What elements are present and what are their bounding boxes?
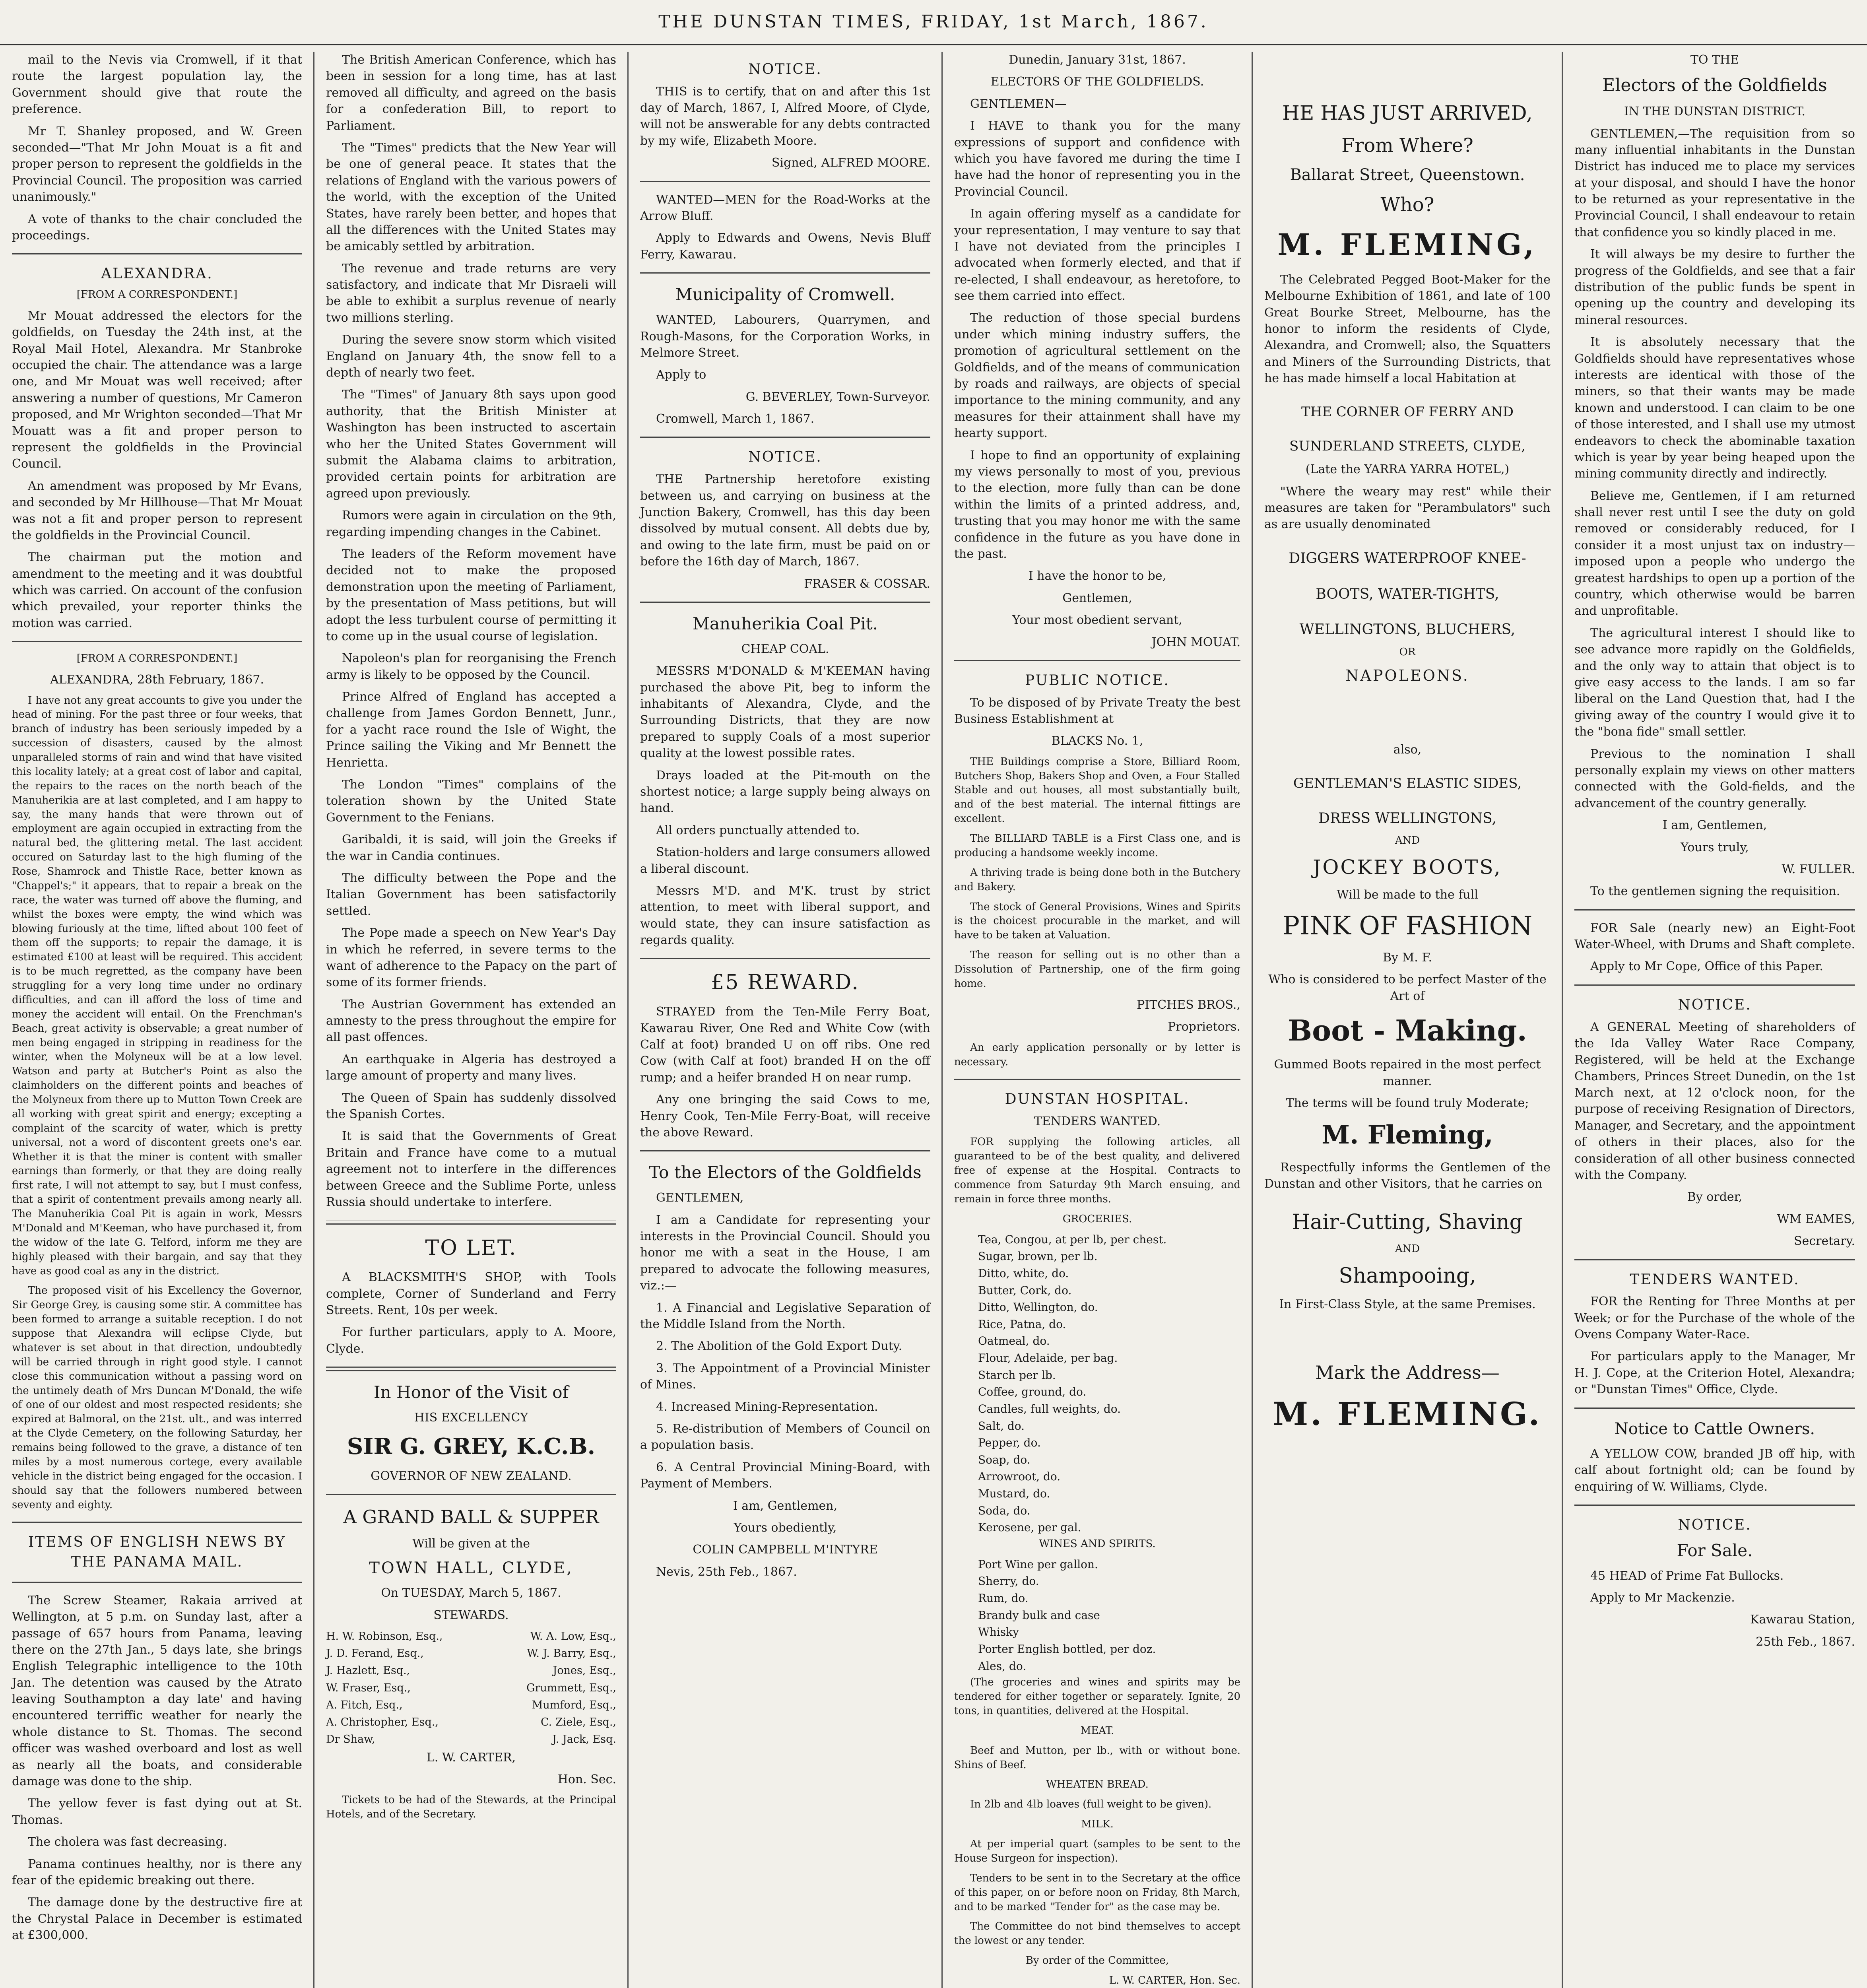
signature: L. W. CARTER, Hon. Sec. [1109, 1974, 1240, 1987]
ad-line: WELLINGTONS, BLUCHERS, [1299, 621, 1516, 638]
ad-line: Who is considered to be perfect Master of the Art of [1268, 973, 1547, 1003]
ad-heading: NOTICE. [748, 61, 822, 78]
closing: I have the honor to be, [1028, 569, 1166, 583]
ad-heading: DUNSTAN HOSPITAL. [1005, 1091, 1190, 1108]
closing: Gentlemen, [1062, 591, 1132, 605]
paragraph: Mr Mouat addressed the electors for the goldfields, on Tuesday the 24th inst, at the Royal Mail Hotel, Alexandra. Mr Stanbroke occupied the chair. The attendance was a large one, and Mr Mouat was well received; after answering a number of questions, Mr Cameron proposed, and Mr Wrighton seconded—That Mr Mouatt was a fit and proper person to represent the goldfields in the Provincial Council. [12, 309, 302, 471]
paragraph: To the gentlemen signing the requisition. [1590, 884, 1840, 899]
paragraph: The difficulty between the Pope and the Italian Government has been satisfactorily settled. [326, 871, 616, 918]
divider [12, 1582, 302, 1583]
list-item: Brandy bulk and case [978, 1608, 1100, 1622]
list-item: Rice, Patna, do. [978, 1317, 1066, 1331]
signature: PITCHES BROS., [1137, 998, 1240, 1012]
list-heading: WHEATEN BREAD. [1046, 1778, 1149, 1791]
section-heading: ALEXANDRA. [101, 266, 213, 282]
ad-line: M. FLEMING. [1273, 1395, 1542, 1433]
paragraph: The "Times" predicts that the New Year will be one of general peace. It states that the relations of England with the various powers of the world, with the exception of the United States, have rarely been better, and hopes that all the differences with the United States may be amicably settled by arbitration. [326, 140, 616, 254]
list-item: Pepper, do. [978, 1436, 1041, 1450]
paragraph: In 2lb and 4lb loaves (full weight to be given). [970, 1798, 1212, 1811]
ad-line: SIR G. GREY, K.C.B. [347, 1433, 596, 1460]
ad-line: By M. F. [1383, 950, 1432, 965]
paragraph: All orders punctually attended to. [656, 823, 860, 837]
list-item: 3. The Appointment of a Provincial Minister of Mines. [640, 1361, 930, 1392]
divider [1574, 1505, 1855, 1506]
list-item: Rum, do. [978, 1592, 1029, 1605]
list-item: Ales, do. [978, 1659, 1027, 1673]
column-4 [942, 52, 1252, 1988]
ad-heading: Notice to Cattle Owners. [1614, 1419, 1815, 1438]
ad-line: Gummed Boots repaired in the most perfect manner. [1274, 1058, 1541, 1088]
ad-line: NAPOLEONS. [1345, 666, 1469, 684]
paragraph: Apply to Edwards and Owens, Nevis Bluff Ferry, Kawarau. [640, 231, 930, 262]
list-item: Ditto, Wellington, do. [978, 1301, 1098, 1314]
dateline: Dunedin, January 31st, 1867. [1009, 53, 1186, 67]
list-item: 5. Re-distribution of Members of Council on a population basis. [640, 1422, 930, 1452]
paragraph: The Committee do not bind themselves to accept the lowest or any tender. [954, 1920, 1240, 1947]
ad-line: IN THE DUNSTAN DISTRICT. [1624, 105, 1806, 119]
ad-line: In Honor of the Visit of [373, 1382, 569, 1402]
dateline: Kawarau Station, [1750, 1613, 1855, 1627]
paragraph: (The groceries and wines and spirits may be tendered for either together or separately. Ignite, 20 tons, in quantities, delivered at the Hospital. [954, 1676, 1240, 1717]
paragraph: Garibaldi, it is said, will join the Greeks if the war in Candia continues. [326, 833, 616, 863]
paragraph: Believe me, Gentlemen, if I am returned shall never rest until I see the duty on gold removed or considerably reduced, for I consider it a most unjust tax on industry—imposed upon a people who undergo the greatest hardships to open up a portion of the country, which otherwise would be barren and unprofitable. [1574, 489, 1855, 618]
paragraph: The reduction of those special burdens under which mining industry suffers, the promotion of agricultural settlement on the Goldfields, and of the means of communication by roads and railways, are objects of special importance to the mining community, and any measures for their attainment shall have my hearty support. [954, 311, 1240, 441]
paragraph: GENTLEMEN,—The requisition from so many influential inhabitants in the Dunstan District has induced me to place my services at your disposal, and should I have the honor to be returned as your representative in the Provincial Council, I shall endeavour to retain that confidence you so kindly placed in me. [1574, 126, 1855, 239]
ad-line: Will be given at the [412, 1536, 530, 1551]
closing: Your most obedient servant, [1012, 613, 1182, 627]
paragraph: For particulars apply to the Manager, Mr H. J. Cope, at the Criterion Hotel, Alexandra; or "Dunstan Times" Office, Clyde. [1574, 1349, 1855, 1397]
divider [640, 181, 930, 182]
signature: JOHN MOUAT. [1151, 635, 1240, 649]
ad-line: SUNDERLAND STREETS, CLYDE, [1289, 438, 1525, 454]
divider [640, 958, 930, 959]
divider [640, 437, 930, 438]
ad-line: BOOTS, WATER-TIGHTS, [1316, 586, 1499, 602]
list-item: Porter English bottled, per doz. [978, 1642, 1156, 1656]
list-item: 1. A Financial and Legislative Separation of the Middle Island from the North. [640, 1301, 930, 1332]
steward-row: J. Hazlett, Esq., Jones, Esq., [326, 1664, 616, 1677]
groceries-list [954, 1232, 1240, 1536]
ad-line: DRESS WELLINGTONS, [1318, 810, 1496, 827]
list-heading: MEAT. [1080, 1724, 1114, 1737]
ad-line: Hair-Cutting, Shaving [1292, 1210, 1523, 1234]
list-item: Salt, do. [978, 1419, 1025, 1433]
ad-line: DIGGERS WATERPROOF KNEE- [1289, 550, 1526, 567]
steward-row: J. D. Ferand, Esq., W. J. Barry, Esq., [326, 1647, 616, 1660]
paragraph: The Austrian Government has extended an amnesty to the press throughout the empire for all past offences. [326, 997, 616, 1044]
ad-line: AND [1395, 835, 1420, 847]
column-2 [314, 52, 628, 1988]
paragraph: During the severe snow storm which visited England on January 4th, the snow fell to a depth of nearly two feet. [326, 333, 616, 380]
list-item: Sugar, brown, per lb. [978, 1250, 1098, 1263]
steward-row: A. Christopher, Esq., C. Ziele, Esq., [326, 1716, 616, 1729]
list-item: Butter, Cork, do. [978, 1283, 1072, 1297]
ad-subheading: CHEAP COAL. [741, 642, 829, 656]
paragraph: THE Buildings comprise a Store, Billiard Room, Butchers Shop, Bakers Shop and Oven, a Four Stalled Stable and out houses, all most substantially built, and of the best material. The internal fittings are excellent. [954, 755, 1240, 825]
ad-heading: TENDERS WANTED. [1630, 1271, 1800, 1288]
steward-row: Dr Shaw, J. Jack, Esq. [326, 1733, 616, 1746]
ad-heading: NOTICE. [748, 449, 822, 466]
paragraph: An earthquake in Algeria has destroyed a large amount of property and many lives. [326, 1052, 616, 1083]
paragraph: The British American Conference, which has been in session for a long time, has at last removed all difficulty, and agreed on the basis for a confederation Bill, to report to Parliament. [326, 53, 616, 133]
ad-line: The terms will be found truly Moderate; [1286, 1096, 1529, 1110]
list-heading: MILK. [1081, 1818, 1114, 1831]
list-item: Port Wine per gallon. [978, 1557, 1098, 1571]
paragraph: It will always be my desire to further the progress of the Goldfields, and see that a fair distribution of the public funds be spent in opening up the country and developing its mineral resources. [1574, 247, 1855, 327]
ad-line: PINK OF FASHION [1282, 911, 1533, 941]
ad-heading: £5 REWARD. [711, 971, 860, 995]
ad-line: From Where? [1341, 134, 1473, 157]
paragraph: An early application personally or by letter is necessary. [954, 1041, 1240, 1068]
paragraph: The stock of General Provisions, Wines and Spirits is the choicest procurable in the market, and will have to be taken at Valuation. [954, 901, 1240, 942]
paragraph: Apply to Mr Mackenzie. [1590, 1591, 1735, 1605]
divider [640, 602, 930, 603]
paragraph: A vote of thanks to the chair concluded the proceedings. [12, 212, 302, 243]
divider [12, 1522, 302, 1523]
ad-line: GOVERNOR OF NEW ZEALAND. [371, 1469, 572, 1483]
column-3 [628, 52, 942, 1988]
paragraph: I am a Candidate for representing your interests in the Provincial Council. Should you honor me with a seat in the House, I am prepared to advocate the following measures, viz.:— [640, 1213, 930, 1293]
closing: I am, Gentlemen, [1662, 818, 1767, 833]
paragraph: A YELLOW COW, branded JB off hip, with calf about fortnight old; can be found by enquiring of W. Williams, Clyde. [1574, 1446, 1855, 1494]
paragraph: Station-holders and large consumers allowed a liberal discount. [640, 845, 930, 876]
paragraph: The BILLIARD TABLE is a First Class one, and is producing a handsome weekly income. [954, 833, 1240, 859]
column-6 [1562, 52, 1867, 1988]
ad-heading: PUBLIC NOTICE. [1025, 672, 1170, 689]
paragraph: Cromwell, March 1, 1867. [656, 412, 815, 426]
ad-line: TOWN HALL, CLYDE, [369, 1559, 573, 1577]
paragraph: The proposed visit of his Excellency the Governor, Sir George Grey, is causing some stir. A committee has been formed to arrange a suitable reception. I do not suppose that Alexandra will eclipse Clyde, but whatever is set about in that direction, undoubtedly will be carried through in right good style. I cannot close this communication without a passing word on the untimely death of Mrs Duncan M'Donald, the wife of one of our oldest and most respected residents; she expired at Balmoral, on the 21st. ult., and was interred at the Clyde Cemetery, on the following Saturday, her remains being followed to the grave, a distance of ten miles by a most numerous cortege, every available vehicle in the district being engaged for the occasion. I should say that the followers numbered between seventy and eighty. [12, 1285, 302, 1511]
paragraph: I have not any great accounts to give you under the head of mining. For the past three or four weeks, that branch of industry has been seriously impeded by a succession of disasters, caused by the almost unparalleled storms of rain and wind that have visited this locality lately; at a great cost of labor and capital, the repairs to the races on the north beach of the Manuherikia are at last completed, and I am happy to say, the many hands that were thrown out of employment are again occupied in extracting from the natural bed, the glittering metal. The last accident occured on Saturday last to the high fluming of the Rose, Shamrock and Thistle Race, better known as "Chappel's;" it appears, that to repair a break on the race, the water was turned off above the fluming, and whilst the boxes were empty, the wind which was blowing furiously at the time, lifted about 100 feet of them off the supports; to repair the damage, it is estimated £100 at least will be required. This accident is to be much regretted, as the company have been struggling for a very long time under no ordinary difficulties, and can ill afford the loss of time and money the accident will entail. On the Frenchman's Beach, great activity is observable; a great number of men being engaged in stripping in readiness for the winter, when the Molyneux will be at a low level. Watson and party at Butcher's Point as also the claimholders on the different points and beaches of the Molyneux from there up to Mutton Town Creek are all working with great spirit and energy; excepting a complaint of the scarcity of water, which is pretty universal, not a word of discontent greets one's ear. Whether it is that the miner is content with smaller earnings than formerly, or that they are doing really first rate, I will not attempt to say, but I must confess, that a spirit of contentment prevails among nearly all. The Manuherikia Coal Pit is again in work, Messrs M'Donald and M'Keeman, who have purchased it, from the widow of the late G. Telford, inform me they are highly pleased with their bargain, and say that they have as good coal as any in the district. [12, 694, 302, 1277]
divider [1574, 1259, 1855, 1260]
paragraph: The Queen of Spain has suddenly dissolved the Spanish Cortes. [326, 1091, 616, 1122]
divider [1574, 984, 1855, 986]
closing: By order of the Committee, [1025, 1955, 1169, 1967]
closing: Yours truly, [1681, 840, 1749, 854]
paragraph: To be disposed of by Private Treaty the best Business Establishment at [954, 695, 1240, 726]
list-item: Candles, full weights, do. [978, 1402, 1121, 1415]
divider [326, 1494, 616, 1495]
ad-line: A GRAND BALL & SUPPER [343, 1506, 599, 1528]
divider [640, 1150, 930, 1151]
paragraph: Any one bringing the said Cows to me, Henry Cook, Ten-Mile Ferry-Boat, will receive the above Reward. [640, 1093, 930, 1140]
ad-heading: NOTICE. [1678, 1516, 1752, 1533]
paragraph: Rumors were again in circulation on the 9th, regarding impending changes in the Cabinet. [326, 509, 616, 539]
paragraph: The damage done by the destructive fire at the Chrystal Palace in December is estimated at £300,000. [12, 1895, 302, 1943]
list-heading: WINES AND SPIRITS. [1039, 1538, 1156, 1550]
paragraph: The yellow fever is fast dying out at St. Thomas. [12, 1796, 302, 1827]
signature-title: Proprietors. [1168, 1020, 1240, 1034]
list-item: Soda, do. [978, 1504, 1031, 1517]
paragraph: In again offering myself as a candidate for your representation, I may venture to say that I have not deviated from the principles I advocated when formerly elected, and that if re-elected, I shall endeavour, as heretofore, to see them carried into effect. [954, 207, 1240, 303]
ad-line: Ballarat Street, Queenstown. [1290, 166, 1525, 184]
signature: FRASER & COSSAR. [804, 577, 930, 591]
paragraph: The chairman put the motion and amendment to the meeting and it was doubtful which was carried. On account of the confusion which prevailed, your reporter thinks the motion was carried. [12, 550, 302, 630]
list-item: 4. Increased Mining-Representation. [656, 1400, 878, 1414]
salutation: GENTLEMEN— [970, 97, 1067, 111]
ad-heading: Municipality of Cromwell. [675, 285, 895, 305]
signature: Signed, ALFRED MOORE. [771, 156, 930, 170]
list-item: Oatmeal, do. [978, 1334, 1050, 1348]
paragraph: The Celebrated Pegged Boot-Maker for the Melbourne Exhibition of 1861, and late of 100 Great Bourke Street, Melbourne, has the honor to inform the residents of Clyde, Alexandra, and Cromwell; also, the Squatters and Miners of the Surrounding Districts, that he has made himself a local Habitation at [1264, 272, 1551, 386]
paragraph: It is absolutely necessary that the Goldfields should have representatives whose interests are identical with those of the miners, so that their wants may be made known and understood. I can claim to be one of those interested, and I shall use my utmost endeavors to check the abominable taxation which is year by year being heaped upon the mining community directly and indirectly. [1574, 335, 1855, 481]
paragraph: The Pope made a speech on New Year's Day in which he referred, in severe terms to the want of adherence to the Papacy on the part of some of its former friends. [326, 926, 616, 990]
ad-line: OR [1399, 646, 1416, 658]
paragraph: Apply to [656, 368, 706, 382]
divider [326, 1220, 616, 1225]
ad-line: GENTLEMAN'S ELASTIC SIDES, [1293, 775, 1522, 791]
signature-title: Hon. Sec. [557, 1773, 616, 1787]
divider [954, 660, 1240, 661]
paragraph: A GENERAL Meeting of shareholders of the Ida Valley Water Race Company, Registered, will be held at the Exchange Chambers, Princes Street Dunedin, on the 1st March next, at 12 o'clock noon, for the purpose of receiving Resignation of Directors, Manager, and Secretary, and the appointment of others in their places, also for the consideration of all other business connected with the Company. [1574, 1020, 1855, 1182]
byline: [FROM A CORRESPONDENT.] [76, 652, 238, 665]
list-item: Coffee, ground, do. [978, 1385, 1087, 1399]
paragraph: An amendment was proposed by Mr Evans, and seconded by Mr Hillhouse—That Mr Mouat was not a fit and proper person to represent the goldfields in the Provincial Council. [12, 479, 302, 542]
signature: G. BEVERLEY, Town-Surveyor. [745, 390, 930, 404]
paragraph: I HAVE to thank you for the many expressions of support and confidence with which you have favored me during the time I have had the honor of representing you in the Provincial Council. [954, 119, 1240, 199]
divider [1574, 909, 1855, 911]
ad-line: Mark the Address— [1315, 1362, 1500, 1384]
divider [640, 272, 930, 274]
ad-heading: Electors of the Goldfields [1602, 75, 1827, 96]
ad-line: Will be made to the full [1337, 888, 1478, 902]
ad-line: Who? [1380, 194, 1434, 216]
divider [12, 253, 302, 254]
ad-heading: To the Electors of the Goldfields [649, 1163, 922, 1182]
list-item: Ditto, white, do. [978, 1266, 1069, 1280]
divider [1574, 1408, 1855, 1409]
ad-line: On TUESDAY, March 5, 1867. [381, 1586, 561, 1600]
paragraph: FOR supplying the following articles, all guaranteed to be of the best quality, and delivered free of expense at the Hospital. Contracts to commence from Saturday 9th March ensuing, and remain in force three months. [954, 1136, 1240, 1205]
paragraph: Tenders to be sent in to the Secretary at the office of this paper, on or before noon on Friday, 8th March, and to be marked "Tender for" as the case may be. [954, 1872, 1240, 1913]
paragraph: THE Partnership heretofore existing between us, and carrying on business at the Junction Bakery, Cromwell, has this day been dissolved by mutual consent. All debts due by, and owing to the late firm, must be paid on or before the 16th day of March, 1867. [640, 472, 930, 569]
paragraph: Previous to the nomination I shall personally explain my views on other matters connected with the Gold-fields, and the advancement of the country generally. [1574, 747, 1855, 810]
signature: COLIN CAMPBELL M'INTYRE [693, 1543, 878, 1557]
list-item: 2. The Abolition of the Gold Export Duty. [656, 1339, 902, 1353]
ad-line: Shampooing, [1339, 1264, 1476, 1288]
paragraph: The leaders of the Reform movement have decided not to make the proposed demonstration upon the meeting of Parliament, by the presentation of Mass petitions, but will adopt the less turbulent course of permitting it to come up in the usual course of legislation. [326, 547, 616, 643]
paragraph: A thriving trade is being done both in the Butchery and Bakery. [954, 866, 1240, 893]
ad-heading: ELECTORS OF THE GOLDFIELDS. [990, 75, 1204, 89]
paragraph: WANTED—MEN for the Road-Works at the Arrow Bluff. [640, 192, 930, 223]
divider [954, 1079, 1240, 1080]
paragraph: "Where the weary may rest" while their measures are taken for "Perambulators" such as are usually denominated [1264, 484, 1551, 532]
signature-title: Secretary. [1794, 1234, 1855, 1248]
paragraph: I hope to find an opportunity of explaining my views personally to most of you, previous to the election, more fully than can be done within the limits of a printed address, and, trusting that you may honor me with the same confidence in the future as you have done in the past. [954, 448, 1240, 561]
section-heading: ITEMS OF ENGLISH NEWS BY THE PANAMA MAIL. [28, 1534, 286, 1571]
ad-line: TO THE [1690, 53, 1739, 67]
list-item: Whisky [978, 1625, 1019, 1639]
ad-line: M. Fleming, [1322, 1120, 1493, 1150]
ad-line: JOCKEY BOOTS, [1313, 856, 1502, 879]
paragraph: For further particulars, apply to A. Moore, Clyde. [326, 1325, 616, 1356]
paragraph: THIS is to certify, that on and after this 1st day of March, 1867, I, Alfred Moore, of Clyde, will not be answerable for any debts contracted by my wife, Elizabeth Moore. [640, 84, 930, 148]
paragraph: Respectfully informs the Gentlemen of the Dunstan and other Visitors, that he carries on [1264, 1160, 1551, 1191]
list-item: Mustard, do. [978, 1487, 1050, 1501]
steward-row: H. W. Robinson, Esq., W. A. Low, Esq., [326, 1630, 616, 1642]
list-heading: GROCERIES. [1062, 1213, 1132, 1225]
ad-heading: TO LET. [425, 1236, 517, 1260]
closing: By order, [1687, 1190, 1743, 1204]
paragraph: mail to the Nevis via Cromwell, if it that route the largest population lay, the Government should give that route the preference. [12, 53, 302, 116]
paragraph: Messrs M'D. and M'K. trust by strict attention, to meet with liberal support, and would state, they can insure satisfaction as regards quality. [640, 883, 930, 947]
salutation: GENTLEMEN, [656, 1191, 744, 1205]
list-item: Tea, Congou, at per lb, per chest. [978, 1233, 1167, 1246]
masthead: THE DUNSTAN TIMES, FRIDAY, 1st March, 1867. [0, 0, 1867, 45]
paragraph: 45 HEAD of Prime Fat Bullocks. [1590, 1569, 1784, 1583]
list-item: Flour, Adelaide, per bag. [978, 1351, 1118, 1365]
list-item: Kerosene, per gal. [978, 1521, 1081, 1534]
signature: L. W. CARTER, [426, 1750, 516, 1765]
stewards-list [326, 1629, 616, 1747]
steward-row: W. Fraser, Esq., Grummett, Esq., [326, 1681, 616, 1694]
paragraph: Tickets to be had of the Stewards, at the Principal Hotels, and of the Secretary. [326, 1794, 616, 1821]
column-1 [0, 52, 314, 1988]
paragraph: The reason for selling out is no other than a Dissolution of Partnership, one of the firm going home. [954, 949, 1240, 990]
signature: WM EAMES, [1777, 1212, 1855, 1226]
paragraph: The agricultural interest I should like to see advance more rapidly on the Goldfields, and the only way to attain that object is to give easy access to the lands. I am so far liberal on the Land Question that, had I the giving away of the country I would give it to the "bona fide" small settler. [1574, 626, 1855, 739]
paragraph: It is said that the Governments of Great Britain and France have come to a mutual agreement not to interfere in the differences between Greece and the Sublime Porte, unless Russia should undertake to interfere. [326, 1129, 616, 1209]
divider [12, 641, 302, 642]
paragraph: At per imperial quart (samples to be sent to the House Surgeon for inspection). [954, 1838, 1240, 1864]
paragraph: Napoleon's plan for reorganising the French army is likely to be opposed by the Council. [326, 651, 616, 682]
paragraph: Beef and Mutton, per lb., with or without bone. Shins of Beef. [954, 1744, 1240, 1771]
paragraph: MESSRS M'DONALD & M'KEEMAN having purchased the above Pit, beg to inform the inhabitants of Alexandra, Clyde, and the Surrounding Districts, that they are now prepared to supply Coals of a most superior quality at the lowest possible rates. [640, 664, 930, 761]
ad-line: HIS EXCELLENCY [414, 1411, 528, 1425]
ad-heading: Manuherikia Coal Pit. [693, 613, 878, 633]
ad-heading: For Sale. [1677, 1540, 1753, 1560]
paragraph: The London "Times" complains of the toleration shown by the United State Government to the Fenians. [326, 778, 616, 825]
ad-line: AND [1395, 1243, 1420, 1255]
paragraph: A BLACKSMITH'S SHOP, with Tools complete, Corner of Sunderland and Ferry Streets. Rent, 10s per week. [326, 1270, 616, 1317]
ad-heading: NOTICE. [1678, 996, 1752, 1013]
column-5 [1252, 52, 1562, 1988]
paragraph: Panama continues healthy, nor is there any fear of the epidemic breaking out there. [12, 1857, 302, 1887]
list-item: Sherry, do. [978, 1574, 1039, 1588]
closing: Yours obediently, [734, 1520, 837, 1535]
ad-line: also, [1393, 743, 1422, 757]
ad-line: M. FLEMING, [1277, 227, 1537, 262]
ad-line: Boot - Making. [1288, 1013, 1527, 1047]
wines-list [954, 1557, 1240, 1674]
paragraph: Mr T. Shanley proposed, and W. Green seconded—"That Mr John Mouat is a fit and proper person to represent the goldfields in the Provincial Council. The proposition was carried unanimously." [12, 124, 302, 204]
ad-subheading: BLACKS No. 1, [1051, 734, 1143, 748]
paragraph: STRAYED from the Ten-Mile Ferry Boat, Kawarau River, One Red and White Cow (with Calf at foot) branded U on off ribs. One red Cow (with Calf at foot) branded H on the off rump; and a heifer branded H on near rump. [640, 1005, 930, 1085]
dateline: 25th Feb., 1867. [1756, 1635, 1855, 1649]
ad-line: In First-Class Style, at the same Premises. [1279, 1297, 1536, 1311]
closing: I am, Gentlemen, [733, 1499, 838, 1513]
divider [326, 1367, 616, 1371]
list-item: 6. A Central Provincial Mining-Board, with Payment of Members. [640, 1460, 930, 1491]
signature: W. FULLER. [1782, 862, 1855, 876]
list-item: Starch per lb. [978, 1368, 1056, 1382]
paragraph: Apply to Mr Cope, Office of this Paper. [1590, 959, 1823, 974]
paragraph: FOR Sale (nearly new) an Eight-Foot Water-Wheel, with Drums and Shaft complete. [1574, 921, 1855, 952]
dateline: ALEXANDRA, 28th February, 1867. [50, 673, 264, 687]
paragraph: Drays loaded at the Pit-mouth on the shortest notice; a large supply being always on hand. [640, 768, 930, 815]
paragraph: The revenue and trade returns are very satisfactory, and indicate that Mr Disraeli will be able to exhibit a surplus revenue of nearly two millions sterling. [326, 261, 616, 325]
dateline: Nevis, 25th Feb., 1867. [656, 1565, 797, 1579]
paragraph: The "Times" of January 8th says upon good authority, that the British Minister at Washington has been instructed to ascertain who her the United States Government will submit the Alabama claims to arbitration, provided certain points for arbitration are agreed upon previously. [326, 388, 616, 501]
paragraph: The cholera was fast decreasing. [28, 1835, 227, 1849]
list-item: Arrowroot, do. [978, 1470, 1061, 1483]
steward-row: A. Fitch, Esq., Mumford, Esq., [326, 1699, 616, 1711]
paragraph: WANTED, Labourers, Quarrymen, and Rough-Masons, for the Corporation Works, in Melmore Street. [640, 313, 930, 360]
ad-subheading: TENDERS WANTED. [1034, 1114, 1161, 1129]
ad-line: HE HAS JUST ARRIVED, [1282, 101, 1533, 124]
list-item: Soap, do. [978, 1453, 1031, 1466]
byline: [FROM A CORRESPONDENT.] [76, 288, 238, 301]
paragraph: The Screw Steamer, Rakaia arrived at Wellington, at 5 p.m. on Sunday last, after a passage of 657 hours from Panama, leaving there on the 27th Jan., 5 days late, she brings English Telegraphic intelligence to the 10th Jan. The detention was caused by the Atrato leaving Southampton a day late' and having encountered terriffic weather for nearly the whole distance to St. Thomas. The second officer was washed overboard and lost as well as nearly all the boats, and considerable damage was done to the ship. [12, 1593, 302, 1789]
ad-line: THE CORNER OF FERRY AND [1301, 404, 1514, 420]
paragraph: Prince Alfred of England has accepted a challenge from James Gordon Bennett, Junr., for a yacht race round the Isle of Wight, the Prince sailing the Viking and Mr Bennett the Henrietta. [326, 690, 616, 770]
ad-line: (Late the YARRA YARRA HOTEL,) [1305, 462, 1510, 477]
stewards-heading: STEWARDS. [433, 1608, 509, 1622]
paragraph: FOR the Renting for Three Months at per Week; or for the Purchase of the whole of the Ovens Company Water-Race. [1574, 1295, 1855, 1342]
